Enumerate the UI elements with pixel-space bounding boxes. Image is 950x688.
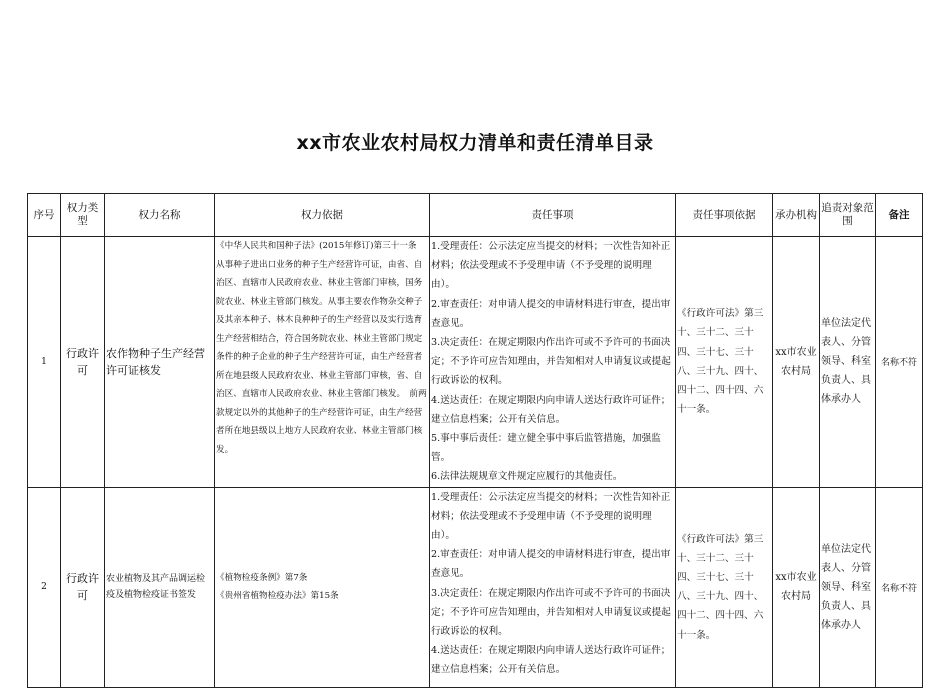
header-basis: 权力依据	[215, 194, 430, 237]
row-note: 名称不符	[876, 237, 923, 488]
responsibility-item: 2.审查责任：对申请人提交的申请材料进行审查，提出审查意见。	[431, 549, 671, 580]
row-seq: 1	[28, 237, 61, 488]
responsibility-item: 5.事中事后责任：建立健全事中事后监管措施，加强监管。	[431, 433, 661, 464]
row-power-name: 农作物种子生产经营许可证核发	[105, 237, 215, 488]
row-accountable: 单位法定代表人、分管领导、科室负责人、具体承办人	[820, 237, 876, 488]
row-type: 行政许可	[61, 487, 105, 687]
row-resp-basis: 《行政许可法》第三十、三十二、三十四、三十七、三十八、三十九、四十、四十二、四十四、六十一条。	[676, 487, 773, 687]
row-power-basis: 《中华人民共和国种子法》(2015年修订)第三十一条 从事种子进出口业务的种子生产经营许可证，由省、自治区、直辖市人民政府农业、林业主管部门审核，国务院农业、林业主管部门核发。从事主要农作物杂交种子及其亲本种子、林木良种种子的生产经营以及实行选育生产经营相结合，符合国务院农业、林业主管部门规定条件的种子企业的种子生产经营许可证，由生产经营者所在地县级人民政府农业、林业主管部门审核，省、自治区、直辖市人民政府农业、林业主管部门核发。 前两款规定以外的其他种子的生产经营许可证，由生产经营者所在地县级以上地方人民政府农业、林业主管部门核发。	[215, 237, 430, 488]
header-name: 权力名称	[105, 194, 215, 237]
row-power-basis	[215, 487, 430, 687]
row-responsibility	[430, 237, 676, 488]
responsibility-item: 3.决定责任：在规定期限内作出许可或不予许可的书面决定；不予许可应告知理由，并告知相对人申请复议或提起行政诉讼的权利。	[431, 587, 671, 638]
responsibility-item: 1.受理责任：公示法定应当提交的材料；一次性告知补正材料；依法受理或不予受理申请（不予受理的说明理由）。	[431, 491, 671, 542]
responsibility-item: 6.法律法规规章文件规定应履行的其他责任。	[431, 471, 623, 483]
row-responsibility	[430, 487, 676, 687]
table-row	[28, 237, 923, 488]
responsibility-item: 3.决定责任：在规定期限内作出许可或不予许可的书面决定；不予许可应告知理由，并告知相对人申请复议或提起行政诉讼的权利。	[431, 337, 671, 387]
row-seq: 2	[28, 487, 61, 687]
page-title: xx市农业农村局权力清单和责任清单目录	[296, 132, 654, 154]
header-resp-basis: 责任事项依据	[676, 194, 773, 237]
row-type: 行政许可	[61, 237, 105, 488]
table-row	[28, 487, 923, 687]
row-org: xx市农业农村局	[773, 237, 820, 488]
responsibility-item: 4.送达责任：在规定期限内向申请人送达行政许可证件；建立信息档案；公开有关信息。	[431, 645, 671, 676]
row-accountable: 单位法定代表人、分管领导、科室负责人、具体承办人	[820, 487, 876, 687]
row-power-name: 农业植物及其产品调运检疫及植物检疫证书签发	[105, 487, 215, 687]
header-seq: 序号	[28, 194, 61, 237]
table-header-row	[28, 194, 923, 237]
header-accountable: 追责对象范围	[820, 194, 876, 237]
row-note: 名称不符	[876, 487, 923, 687]
header-type: 权力类型	[61, 194, 105, 237]
row-org: xx市农业农村局	[773, 487, 820, 687]
responsibility-item: 4.送达责任：在规定期限内向申请人送达行政许可证件；建立信息档案；公开有关信息。	[431, 394, 671, 425]
basis-line: 《贵州省植物检疫办法》第15条	[216, 591, 339, 602]
header-note: 备注	[876, 194, 923, 237]
responsibility-item: 2.审查责任：对申请人提交的申请材料进行审查，提出审查意见。	[431, 298, 671, 329]
power-list-table	[27, 193, 923, 688]
basis-line: 《植物检疫条例》第7条	[216, 572, 308, 583]
header-responsibility: 责任事项	[430, 194, 676, 237]
header-org: 承办机构	[773, 194, 820, 237]
row-resp-basis: 《行政许可法》第三十、三十二、三十四、三十七、三十八、三十九、四十、四十二、四十四、六十一条。	[676, 237, 773, 488]
responsibility-item: 1.受理责任：公示法定应当提交的材料；一次性告知补正材料；依法受理或不予受理申请（不予受理的说明理由）。	[431, 241, 671, 291]
